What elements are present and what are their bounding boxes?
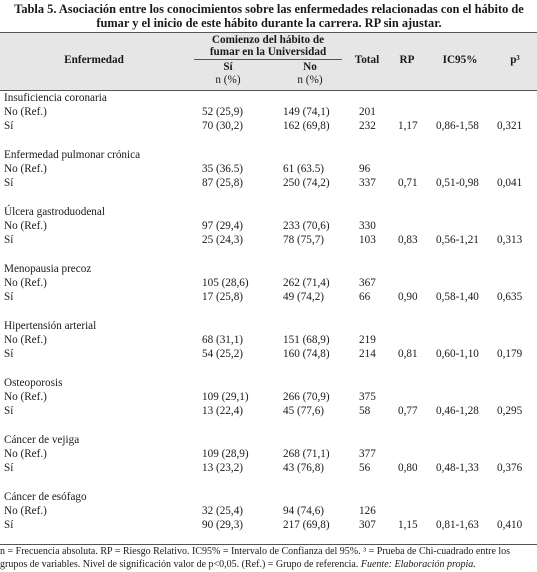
row-label: No (Ref.) [4,106,47,118]
cell-total: 219 [359,334,376,346]
row-label: No (Ref.) [4,220,47,232]
cell-no: 149 (74,1) [283,106,330,118]
cell-si: 17 (25,8) [202,291,244,303]
cell-si: 109 (29,1) [202,391,249,403]
row-label: Sí [4,234,14,246]
header-comienzo-line2: fumar en la Universidad [209,46,327,58]
cell-ic95: 0,86-1,58 [436,120,479,132]
row-label: Sí [4,348,14,360]
cell-no: 78 (75,7) [283,234,325,246]
cell-p: 0,179 [497,348,523,360]
cell-no: 49 (74,2) [283,291,325,303]
table-row [0,119,537,133]
table-row [0,176,537,190]
table-row [0,105,537,119]
cell-no: 233 (70,6) [283,220,330,232]
group-title: Hipertensión arterial [4,320,97,332]
cell-rp: 1,15 [398,519,418,531]
cell-no: 43 (76,8) [283,462,325,474]
table-row [0,347,537,361]
cell-rp: 0,80 [398,462,418,474]
cell-si: 90 (29,3) [202,519,244,531]
cell-ic95: 0,56-1,21 [436,234,479,246]
header-no: No [303,61,317,73]
cell-no: 45 (77,6) [283,405,325,417]
cell-total: 307 [359,519,376,531]
table-row [0,504,537,518]
cell-no: 94 (74,6) [283,505,325,517]
footnote-source: Fuente: Elaboración propia. [360,558,476,570]
group-title: Menopausia precoz [4,263,92,275]
cell-p: 0,376 [497,462,523,474]
cell-si: 70 (30,2) [202,120,244,132]
cell-total: 367 [359,277,376,289]
cell-rp: 0,71 [398,177,418,189]
row-label: No (Ref.) [4,391,47,403]
header-si-n-pct: n (%) [215,74,241,86]
header-ic95: IC95% [442,54,478,66]
cell-total: 126 [359,505,376,517]
cell-total: 337 [359,177,376,189]
bottom-rule [0,544,537,545]
cell-total: 377 [359,448,376,460]
cell-si: 13 (22,4) [202,405,244,417]
cell-p: 0,041 [497,177,523,189]
table-footnote [0,546,537,571]
footnote-text: grupos de variables. Nivel de significación valor de p<0,05. (Ref.) = Grupo de referencia. [0,558,361,570]
cell-no: 268 (71,1) [283,448,330,460]
row-label: No (Ref.) [4,334,47,346]
row-label: No (Ref.) [4,163,47,175]
row-label: Sí [4,291,14,303]
cell-si: 97 (29,4) [202,220,244,232]
cell-no: 217 (69,8) [283,519,330,531]
group-title: Cáncer de vejiga [4,434,80,446]
row-label: Sí [4,405,14,417]
cell-no: 61 (63.5) [283,163,325,175]
header-rp: RP [399,54,415,66]
cell-total: 232 [359,120,376,132]
table-row [0,404,537,418]
header-bottom-rule [0,90,537,91]
cell-rp: 0,81 [398,348,418,360]
cell-total: 330 [359,220,376,232]
footnote-line-1: n = Frecuencia absoluta. RP = Riesgo Relativo. IC95% = Intervalo de Confianza del 95%. ³ = Prueba de Chi-cuadrado entre los [0,546,511,557]
row-label: Sí [4,120,14,132]
cell-total: 103 [359,234,376,246]
cell-rp: 0,77 [398,405,418,417]
caption-line-1: Tabla 5. Asociación entre los conocimientos sobre las enfermedades relacionadas con el hábito de [14,2,524,16]
header-no-n-pct: n (%) [297,74,323,86]
cell-ic95: 0,81-1,63 [436,519,479,531]
cell-total: 58 [359,405,371,417]
header-p: p³ [510,54,520,66]
header-total: Total [354,54,380,66]
footnote-line-2 [0,559,537,572]
cell-si: 35 (36.5) [202,163,244,175]
row-label: Sí [4,519,14,531]
cell-si: 68 (31,1) [202,334,244,346]
row-label: Sí [4,177,14,189]
top-rule [0,32,537,33]
cell-total: 214 [359,348,376,360]
cell-si: 87 (25,8) [202,177,244,189]
cell-p: 0,295 [497,405,523,417]
cell-total: 375 [359,391,376,403]
cell-no: 151 (68,9) [283,334,330,346]
cell-ic95: 0,46-1,28 [436,405,479,417]
table-row [0,276,537,290]
cell-si: 13 (23,2) [202,462,244,474]
table-row [0,219,537,233]
cell-si: 105 (28,6) [202,277,249,289]
cell-total: 96 [359,163,371,175]
table-caption [4,2,534,30]
group-title: Cáncer de esófago [4,491,87,503]
table-row [0,461,537,475]
cell-no: 262 (71,4) [283,277,330,289]
table-row [0,233,537,247]
cell-p: 0,321 [497,120,523,132]
group-title: Insuficiencia coronaria [4,92,107,104]
table-row [0,518,537,532]
cell-si: 32 (25,4) [202,505,244,517]
header-enfermedad: Enfermedad [64,54,124,66]
cell-si: 52 (25,9) [202,106,244,118]
cell-total: 66 [359,291,371,303]
cell-p: 0,313 [497,234,523,246]
cell-no: 160 (74,8) [283,348,330,360]
cell-rp: 1,17 [398,120,418,132]
cell-p: 0,635 [497,291,523,303]
row-label: No (Ref.) [4,277,47,289]
cell-rp: 0,83 [398,234,418,246]
cell-ic95: 0,48-1,33 [436,462,479,474]
table-row [0,390,537,404]
row-label: No (Ref.) [4,505,47,517]
group-title: Enfermedad pulmonar crónica [4,149,141,161]
cell-no: 162 (69,8) [283,120,330,132]
header-group-rule [194,59,342,60]
header-si: Sí [223,61,233,73]
cell-rp: 0,90 [398,291,418,303]
table-row [0,447,537,461]
row-label: Sí [4,462,14,474]
cell-total: 56 [359,462,371,474]
cell-ic95: 0,60-1,10 [436,348,479,360]
header-comienzo-line1: Comienzo del hábito de [211,34,325,46]
group-title: Úlcera gastroduodenal [4,206,105,218]
cell-si: 25 (24,3) [202,234,244,246]
group-title: Osteoporosis [4,377,63,389]
cell-p: 0,410 [497,519,523,531]
caption-line-2: fumar y el inicio de este hábito durante la carrera. RP sin ajustar. [96,16,442,30]
table-row [0,162,537,176]
table-row [0,333,537,347]
cell-total: 201 [359,106,376,118]
cell-si: 54 (25,2) [202,348,244,360]
cell-ic95: 0,58-1,40 [436,291,479,303]
cell-no: 250 (74,2) [283,177,330,189]
cell-ic95: 0,51-0,98 [436,177,479,189]
table-row [0,290,537,304]
cell-si: 109 (28,9) [202,448,249,460]
row-label: No (Ref.) [4,448,47,460]
cell-no: 266 (70,9) [283,391,330,403]
